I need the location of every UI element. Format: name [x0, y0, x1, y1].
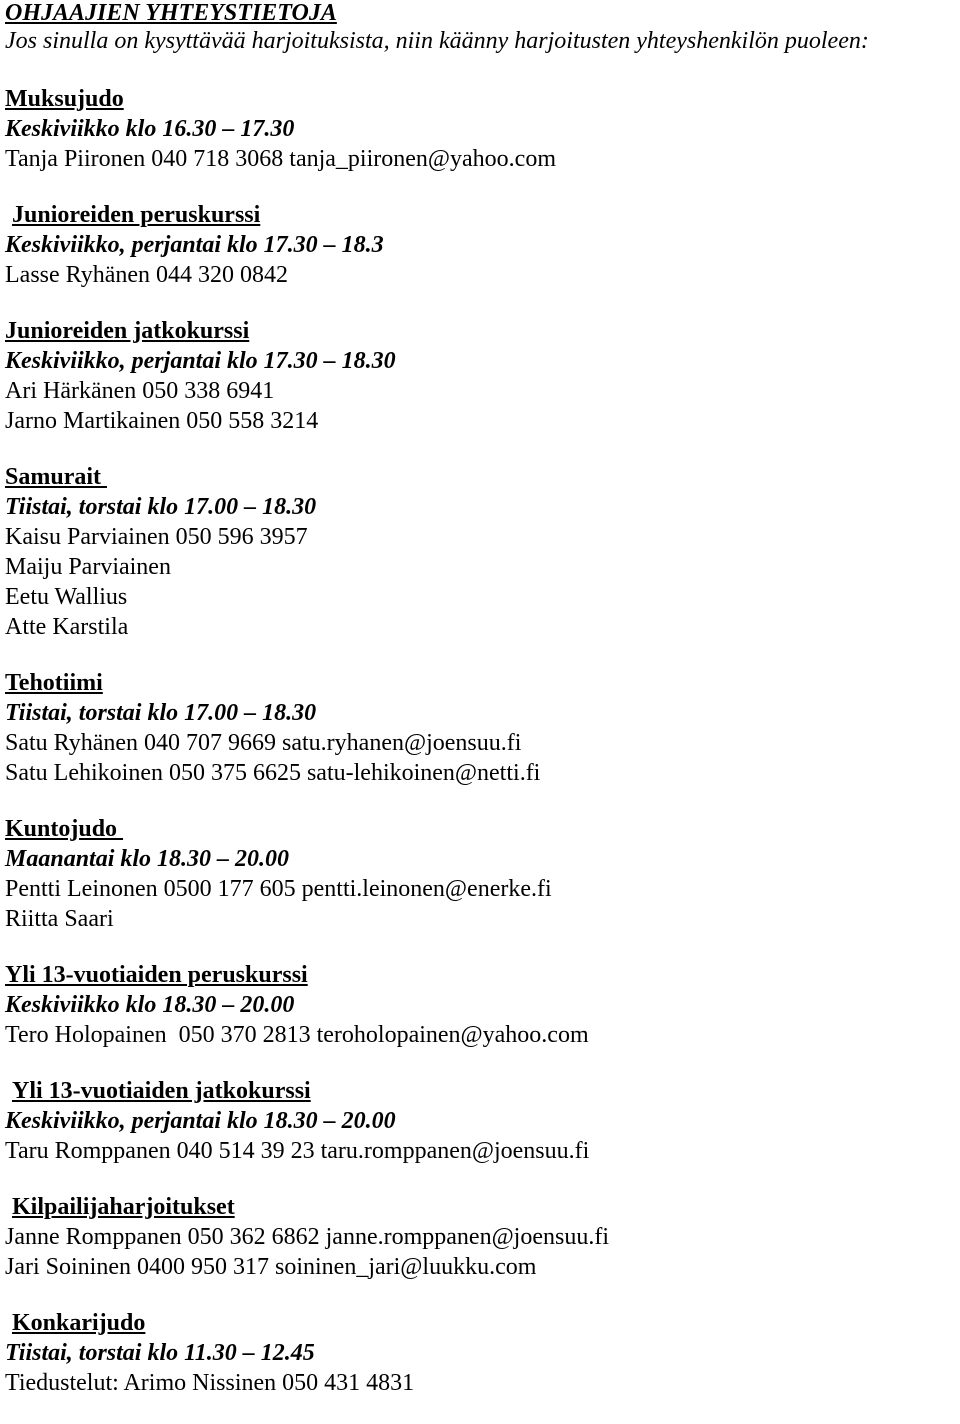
section-schedule: Tiistai, torstai klo 11.30 – 12.45 [5, 1340, 315, 1366]
section [5, 1308, 955, 1398]
contact-line: Janne Romppanen 050 362 6862 janne.romppanen@joensuu.fi [5, 1224, 609, 1250]
section [5, 200, 955, 290]
section-title: Junioreiden jatkokurssi [5, 318, 250, 344]
contact-line: Satu Lehikoinen 050 375 6625 satu-lehikoinen@netti.fi [5, 760, 541, 786]
contact-line: Jari Soininen 0400 950 317 soininen_jari@luukku.com [5, 1254, 537, 1280]
contact-line: Tero Holopainen 050 370 2813 teroholopainen@yahoo.com [5, 1022, 589, 1048]
contact-line: Eetu Wallius [5, 584, 128, 610]
section [5, 814, 955, 934]
section [5, 84, 955, 174]
section-schedule: Keskiviikko, perjantai klo 17.30 – 18.3 [5, 232, 384, 258]
section [5, 1076, 955, 1166]
intro-text: Jos sinulla on kysyttävää harjoituksista, niin käänny harjoitusten yhteyshenkilön puoleen: [5, 28, 869, 54]
section-schedule: Keskiviikko, perjantai klo 18.30 – 20.00 [5, 1108, 396, 1134]
section-title: Yli 13-vuotiaiden peruskurssi [5, 962, 308, 988]
contact-line: Lasse Ryhänen 044 320 0842 [5, 262, 288, 288]
section [5, 316, 955, 436]
contact-line: Kaisu Parviainen 050 596 3957 [5, 524, 308, 550]
section-title: Kuntojudo [5, 816, 124, 842]
section [5, 1192, 955, 1282]
section-schedule: Keskiviikko klo 16.30 – 17.30 [5, 116, 295, 142]
section-title: Muksujudo [5, 86, 124, 112]
document [5, 0, 955, 1424]
section-title: Yli 13-vuotiaiden jatkokurssi [12, 1078, 311, 1104]
section-title: Kilpailijaharjoitukset [12, 1194, 235, 1220]
section-title: Junioreiden peruskurssi [12, 202, 261, 228]
page-title: OHJAAJIEN YHTEYSTIETOJA [5, 0, 337, 26]
section-title: Konkarijudo [12, 1310, 146, 1336]
section [5, 668, 955, 788]
section-schedule: Tiistai, torstai klo 17.00 – 18.30 [5, 494, 317, 520]
contact-line: Maiju Parviainen [5, 554, 171, 580]
contact-line: Satu Ryhänen 040 707 9669 satu.ryhanen@joensuu.fi [5, 730, 522, 756]
section [5, 462, 955, 642]
contact-line: Atte Karstila [5, 614, 129, 640]
sections-list [5, 84, 955, 1398]
contact-line: Riitta Saari [5, 906, 114, 932]
contact-line: Ari Härkänen 050 338 6941 [5, 378, 275, 404]
contact-line: Jarno Martikainen 050 558 3214 [5, 408, 319, 434]
section-title: Tehotiimi [5, 670, 103, 696]
contact-line: Pentti Leinonen 0500 177 605 pentti.leinonen@enerke.fi [5, 876, 552, 902]
section-schedule: Keskiviikko, perjantai klo 17.30 – 18.30 [5, 348, 396, 374]
section-schedule: Maanantai klo 18.30 – 20.00 [5, 846, 290, 872]
contact-line: Tanja Piironen 040 718 3068 tanja_piironen@yahoo.com [5, 146, 556, 172]
contact-line: Taru Romppanen 040 514 39 23 taru.romppanen@joensuu.fi [5, 1138, 590, 1164]
section-schedule: Keskiviikko klo 18.30 – 20.00 [5, 992, 295, 1018]
contact-line: Tiedustelut: Arimo Nissinen 050 431 4831 [5, 1370, 415, 1396]
section [5, 960, 955, 1050]
section-schedule: Tiistai, torstai klo 17.00 – 18.30 [5, 700, 317, 726]
section-title: Samurait [5, 464, 107, 490]
